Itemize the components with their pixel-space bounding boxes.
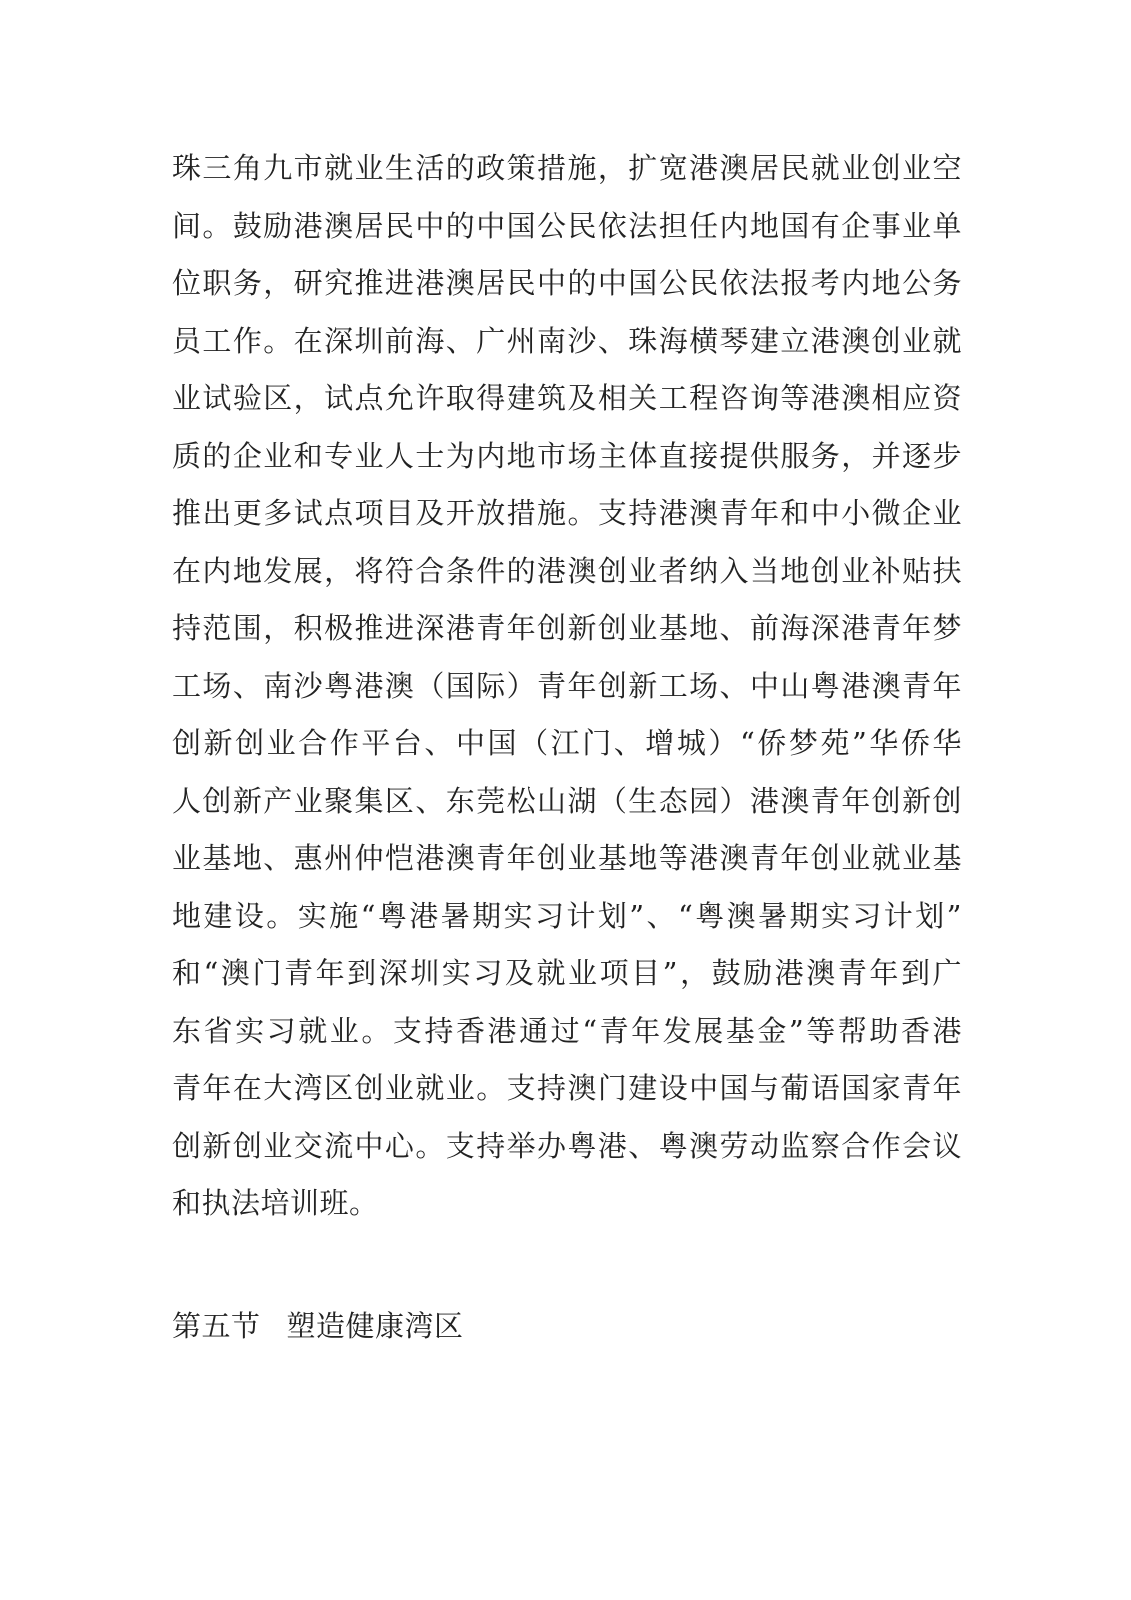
paragraph-line: 创新创业交流中心。支持举办粤港、粤澳劳动监察合作会议: [172, 1128, 962, 1163]
paragraph-line: 人创新产业聚集区、东莞松山湖（生态园）港澳青年创新创: [172, 783, 962, 818]
paragraph-line: 持范围，积极推进深港青年创新创业基地、前海深港青年梦: [172, 611, 962, 645]
paragraph-line: 珠三角九市就业生活的政策措施，扩宽港澳居民就业创业空: [172, 151, 962, 185]
paragraph-line: 在内地发展，将符合条件的港澳创业者纳入当地创业补贴扶: [172, 553, 962, 588]
paragraph-line: 业基地、惠州仲恺港澳青年创业基地等港澳青年创业就业基: [172, 841, 962, 875]
paragraph-line: 推出更多试点项目及开放措施。支持港澳青年和中小微企业: [172, 496, 962, 530]
paragraph-line: 东省实习就业。支持香港通过“青年发展基金”等帮助香港: [172, 1013, 962, 1048]
paragraph-line: 和执法培训班。: [172, 1186, 379, 1220]
paragraph-line: 位职务，研究推进港澳居民中的中国公民依法报考内地公务: [172, 266, 962, 300]
paragraph-line: 创新创业合作平台、中国（江门、增城）“侨梦苑”华侨华: [172, 726, 962, 760]
paragraph-line: 工场、南沙粤港澳（国际）青年创新工场、中山粤港澳青年: [172, 668, 962, 703]
paragraph-line: 业试验区，试点允许取得建筑及相关工程咨询等港澳相应资: [172, 381, 962, 415]
paragraph-line: 和“澳门青年到深圳实习及就业项目”，鼓励港澳青年到广: [172, 956, 962, 990]
paragraph-line: 质的企业和专业人士为内地市场主体直接提供服务，并逐步: [172, 438, 962, 473]
paragraph-line: 地建设。实施“粤港暑期实习计划”、“粤澳暑期实习计划”: [172, 898, 962, 933]
paragraph-line: 青年在大湾区创业就业。支持澳门建设中国与葡语国家青年: [172, 1071, 962, 1105]
section-number: 第五节: [172, 1309, 261, 1343]
section-heading: [172, 1296, 464, 1356]
body-paragraph: [172, 140, 962, 1233]
paragraph-line: 间。鼓励港澳居民中的中国公民依法担任内地国有企事业单: [172, 208, 962, 243]
section-title: 塑造健康湾区: [286, 1309, 464, 1343]
paragraph-line: 员工作。在深圳前海、广州南沙、珠海横琴建立港澳创业就: [172, 323, 962, 358]
